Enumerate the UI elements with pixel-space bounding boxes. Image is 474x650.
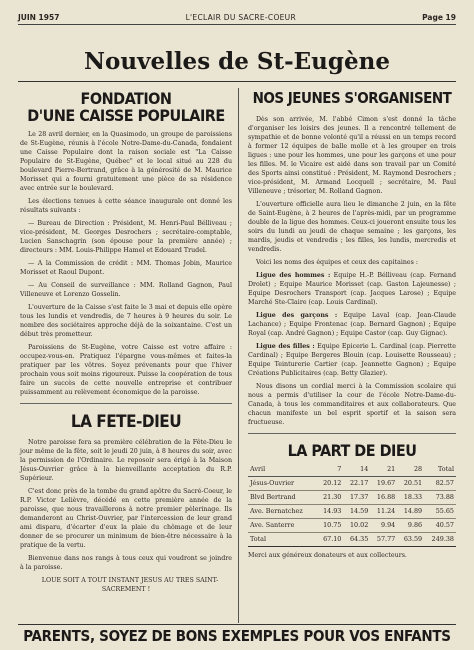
league-entry [248, 271, 456, 307]
page-title: Nouvelles de St-Eugène [84, 48, 390, 75]
table-cell: 16.88 [370, 491, 397, 505]
table-cell: 73.88 [424, 491, 456, 505]
jeunes-paragraph: Voici les noms des équipes et ceux des capitaines : [256, 259, 419, 266]
column-header: 28 [397, 464, 424, 477]
page-number: Page 19 [422, 12, 456, 22]
fete-dieu-paragraph: Bienvenue dans nos rangs à tous ceux qui voudront se joindre à la paroisse. [20, 555, 232, 571]
table-cell: 63.59 [397, 533, 424, 547]
table-cell: Ave. Bernatchez [248, 505, 316, 519]
league-text: Equipe Epicerie L. Cardinal (cap. Pierrette Cardinal) ; Equipe Bergeres Blouin (cap. Louisette Rousseau) ; Equipe Teinturerie Cartier (cap. Jeannette Gagnon) ; Equipe Créations Publicitaires (cap. Betty Glazier). [248, 343, 456, 377]
donations-thanks: Merci aux généreux donateurs et aux collecteurs. [248, 552, 407, 559]
table-cell: 10.75 [316, 519, 343, 533]
page-header [18, 10, 456, 25]
table-cell: 9.94 [370, 519, 397, 533]
fondation-title-line2: D'UNE CAISSE POPULAIRE [27, 106, 225, 125]
league-text: Equipe H.-P. Bélliveau (cap. Fernand Drolet) ; Equipe Maurice Morisset (cap. Gaston Lajeunesse) ; Equipe Desrochers Transport (cap. Jacques Larose) ; Equipe Marché Ste-Claire (cap. Louis Cardinal). [248, 272, 456, 306]
jeunes-closing: Nous disons un cordial merci à la Commission scolaire qui nous a permis d'utiliser la cour de l'école Notre-Dame-du-Canada, à tous les commanditaires et aux collaborateurs. Que chacun manifeste un bel esprit sportif et la saison sera fructueuse. [248, 383, 456, 426]
table-cell: 10.02 [343, 519, 370, 533]
column-header: 14 [343, 464, 370, 477]
league-text: Equipe Laval (cap. Jean-Claude Lachance) ; Equipe Frontenac (cap. Bernard Gagnon) ; Equipe Royal (cap. André Gagnon) ; Equipe Castor (cap. Guy Gignac). [248, 312, 456, 337]
table-cell: 22.17 [343, 477, 370, 491]
table-cell: Jésus-Ouvrier [248, 477, 316, 491]
league-label: Ligue des garçons : [256, 312, 338, 319]
league-entry [248, 342, 456, 378]
table-cell: 57.77 [370, 533, 397, 547]
table-row [248, 519, 456, 533]
league-entry [248, 311, 456, 338]
fondation-paragraph: Le 28 avril dernier, en la Quasimodo, un groupe de paroissiens de St-Eugène, réunis à l'école Notre-Dame-du-Canada, fondaient une Caisse Populaire dont la raison sociale est "La Caisse Populaire de St-Eugène, Québec" et le local situé au 228 du boulevard Pierre-Bertrand, grâce à la générosité de M. Maurice Morisset qui a fourni gratuitement une pièce de sa résidence avec entrée sur le boulevard. [20, 131, 232, 192]
column-header: 7 [316, 464, 343, 477]
table-cell: 82.57 [424, 477, 456, 491]
right-column [248, 88, 456, 560]
donations-table [248, 464, 456, 547]
jeunes-paragraph: L'ouverture officielle aura lieu le dimanche 2 juin, en la fête de Saint-Eugène, à 2 heures de l'après-midi, par un programme double de la ligue des hommes. Ceux-ci joueront ensuite tous les soirs du lundi au jeudi de chaque semaine ; les garçons, les mardis, jeudis et vendredis ; les filles, les lundis, mercredis et vendredis. [248, 201, 456, 253]
fondation-paragraph: Paroissiens de St-Eugène, votre Caisse est votre affaire : occupez-vous-en. Pratiquez l'épargne vous-mêmes et faites-la pratiquer par les vôtres. Soyez prévenants pour que l'hiver prochain vous soit moins rigoureux. Puisse la coopération de tous faire un succès de cette nouvelle entreprise et contribuer puissamment au relèvement économique de la paroisse. [20, 344, 232, 396]
publication-name: L'ECLAIR DU SACRE-COEUR [185, 12, 296, 22]
table-cell: 249.38 [424, 533, 456, 547]
issue-date: JUIN 1957 [18, 12, 60, 22]
table-cell: 14.93 [316, 505, 343, 519]
column-header: Total [424, 464, 456, 477]
table-cell: 17.37 [343, 491, 370, 505]
table-cell: 64.35 [343, 533, 370, 547]
fete-dieu-paragraph: C'est donc près de la tombe du grand apôtre du Sacré-Coeur, le R.P. Victor Lelièvre, décédé en cette première année de la paroisse, que nous travaillerons à notre premier pèlerinage. Ils demanderont au Christ-Ouvrier, par l'intercession de leur grand ami disparu, d'écarter d'eux la plaie du chômage et de leur donner de se procurer un minimum de bien-être nécessaire à la pratique de la vertu. [20, 488, 232, 549]
table-cell: 21.30 [316, 491, 343, 505]
table-header-row [248, 464, 456, 477]
column-header: 21 [370, 464, 397, 477]
fete-dieu-title: LA FETE-DIEU [20, 403, 232, 432]
table-cell: 11.24 [370, 505, 397, 519]
table-row [248, 491, 456, 505]
table-row [248, 477, 456, 491]
table-cell: 19.67 [370, 477, 397, 491]
fondation-paragraph: — A la Commission de crédit : MM. Thomas Jobin, Maurice Morisset et Raoul Dupont. [20, 260, 232, 276]
table-cell: 14.89 [397, 505, 424, 519]
league-label: Ligue des filles : [256, 343, 315, 350]
table-cell: 9.86 [397, 519, 424, 533]
left-column [20, 88, 232, 598]
fondation-paragraph: — Au Conseil de surveillance : MM. Rolland Gagnon, Paul Villeneuve et Lorenzo Gosselin. [20, 282, 232, 298]
footer-banner: PARENTS, SOYEZ DE BONS EXEMPLES POUR VOS ENFANTS [18, 624, 456, 645]
table-cell: Total [248, 533, 316, 547]
column-header: Avril [248, 464, 316, 477]
fete-dieu-paragraph: Notre paroisse fera sa première célébration de la Fête-Dieu le jour même de la fête, soit le jeudi 20 juin, à 8 heures du soir, avec la permission de l'Ordinaire. Le reposoir sera érigé à la Maison Jésus-Ouvrier grâce à la bienveillante acceptation du R.P. Supérieur. [20, 439, 232, 482]
column-divider [238, 88, 239, 623]
fete-dieu-closing: LOUE SOIT A TOUT INSTANT JESUS AU TRES SAINT-SACREMENT ! [41, 577, 219, 593]
table-cell: 20.12 [316, 477, 343, 491]
table-row [248, 505, 456, 519]
table-cell: 55.65 [424, 505, 456, 519]
table-cell: Ave. Santerre [248, 519, 316, 533]
league-label: Ligue des hommes : [256, 272, 331, 279]
jeunes-title: NOS JEUNES S'ORGANISENT [252, 89, 452, 107]
table-cell: 40.57 [424, 519, 456, 533]
table-cell: 20.51 [397, 477, 424, 491]
table-cell: 14.59 [343, 505, 370, 519]
table-cell: 18.33 [397, 491, 424, 505]
jeunes-paragraph: Dès son arrivée, M. l'abbé Cimon s'est donné la tâche d'organiser les loisirs des jeunes. Il a rencontré tellement de sympathie et de bonne volonté qu'il a réussi en un temps record à former 12 équipes de balle molle et à les grouper en trois ligues : une pour les hommes, une pour les garçons et une pour les filles. M. le Vicaire est aidé dans son travail par un Comité des Sports ainsi constitué : Président, M. Raymond Desrochers ; vice-président, M. Armand Locquell ; secrétaire, M. Paul Villeneuve ; trésorier, M. Rolland Gagnon. [248, 116, 456, 195]
table-total-row [248, 533, 456, 547]
table-cell: Blvd Bertrand [248, 491, 316, 505]
title-rule [18, 81, 456, 82]
fondation-paragraph: Les élections tenues à cette séance inaugurale ont donné les résultats suivants : [20, 198, 232, 214]
fondation-paragraph: — Bureau de Direction : Président, M. Henri-Paul Bélliveau ; vice-président, M. Georges Desrochers ; secrétaire-comptable, Lucien Sanschagrin (son épouse pour la première année) ; directeurs : MM. Louis-Philippe Hamel et Edouard Trudel. [20, 220, 232, 254]
table-cell: 67.10 [316, 533, 343, 547]
part-de-dieu-title: LA PART DE DIEU [248, 433, 456, 460]
fondation-paragraph: L'ouverture de la Caisse s'est faite le 3 mai et depuis elle opère tous les lundis et vendredis, de 7 heures à 9 heures du soir. Le nombre des sociétaires approche déjà de la soixantaine. C'est un début très prometteur. [20, 304, 232, 338]
fondation-title-line1: FONDATION [80, 89, 172, 108]
